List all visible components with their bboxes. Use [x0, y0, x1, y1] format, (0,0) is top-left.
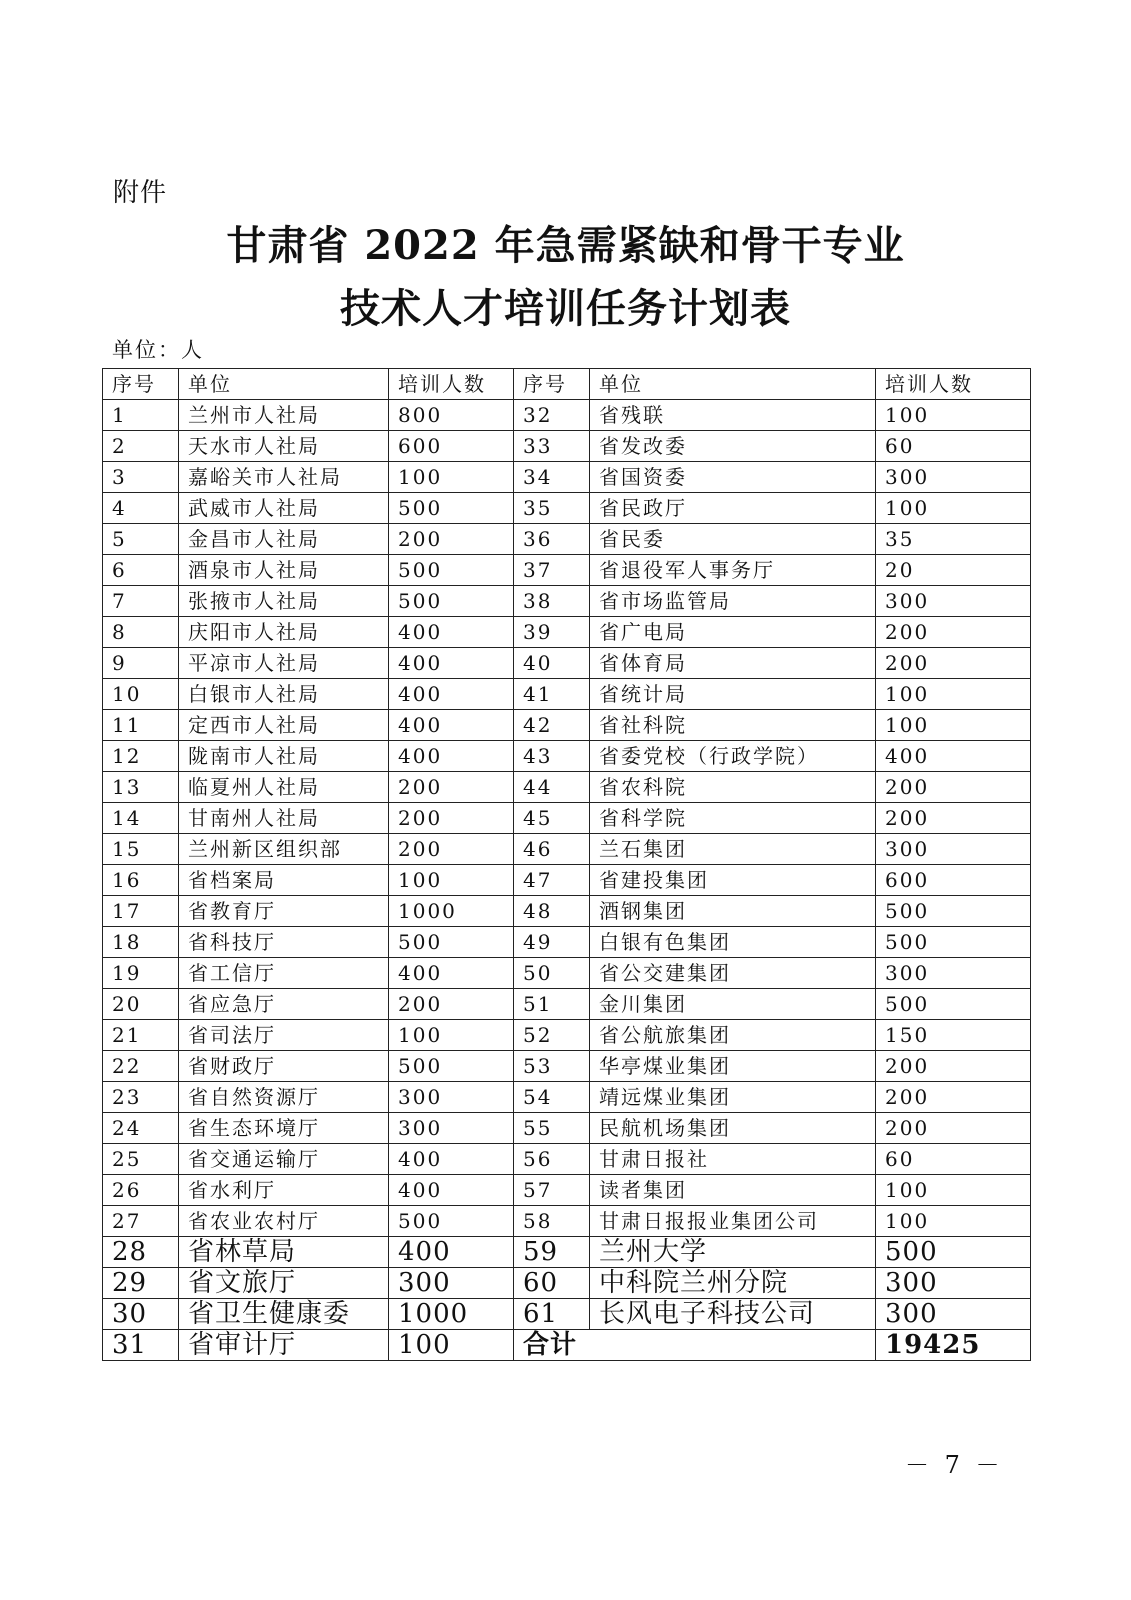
cell-seq-right: 47 — [514, 865, 590, 896]
table-row — [103, 1206, 1031, 1237]
cell-unit-right: 省委党校（行政学院） — [590, 741, 876, 772]
unit-note: 单位：人 — [112, 338, 204, 362]
cell-seq-left: 21 — [103, 1020, 179, 1051]
cell-unit-right: 省市场监管局 — [590, 586, 876, 617]
cell-unit-left: 武威市人社局 — [179, 493, 389, 524]
cell-count-left: 300 — [389, 1268, 514, 1299]
cell-count-right: 200 — [876, 617, 1031, 648]
cell-count-right: 100 — [876, 400, 1031, 431]
cell-unit-left: 省司法厅 — [179, 1020, 389, 1051]
table-row — [103, 679, 1031, 710]
cell-seq-left: 29 — [103, 1268, 179, 1299]
cell-count-right: 300 — [876, 834, 1031, 865]
cell-count-right: 60 — [876, 431, 1031, 462]
cell-count-left: 400 — [389, 741, 514, 772]
cell-unit-right: 省科学院 — [590, 803, 876, 834]
cell-unit-left: 庆阳市人社局 — [179, 617, 389, 648]
table-row — [103, 1175, 1031, 1206]
cell-count-left: 1000 — [389, 1299, 514, 1330]
cell-unit-right: 中科院兰州分院 — [590, 1268, 876, 1299]
cell-unit-left: 天水市人社局 — [179, 431, 389, 462]
header-count-right: 培训人数 — [876, 369, 1031, 400]
cell-count-right: 600 — [876, 865, 1031, 896]
cell-count-right: 100 — [876, 679, 1031, 710]
table-row — [103, 958, 1031, 989]
cell-unit-right: 省民委 — [590, 524, 876, 555]
cell-unit-left: 甘南州人社局 — [179, 803, 389, 834]
cell-unit-left: 省教育厅 — [179, 896, 389, 927]
cell-seq-right: 39 — [514, 617, 590, 648]
table-row — [103, 586, 1031, 617]
cell-unit-right: 省国资委 — [590, 462, 876, 493]
cell-unit-right: 华亭煤业集团 — [590, 1051, 876, 1082]
cell-seq-right: 49 — [514, 927, 590, 958]
cell-seq-right: 57 — [514, 1175, 590, 1206]
table-row — [103, 803, 1031, 834]
cell-count-left: 400 — [389, 648, 514, 679]
table-row — [103, 927, 1031, 958]
table-row — [103, 710, 1031, 741]
cell-unit-left: 金昌市人社局 — [179, 524, 389, 555]
table-row — [103, 462, 1031, 493]
cell-unit-left: 定西市人社局 — [179, 710, 389, 741]
cell-count-left: 400 — [389, 1237, 514, 1268]
cell-seq-right: 38 — [514, 586, 590, 617]
cell-unit-left: 白银市人社局 — [179, 679, 389, 710]
cell-unit-right: 省统计局 — [590, 679, 876, 710]
cell-unit-right: 长风电子科技公司 — [590, 1299, 876, 1330]
cell-unit-left: 省科技厅 — [179, 927, 389, 958]
cell-unit-left: 省生态环境厅 — [179, 1113, 389, 1144]
cell-unit-right: 省广电局 — [590, 617, 876, 648]
total-value: 19425 — [876, 1330, 1031, 1361]
cell-unit-left: 省工信厅 — [179, 958, 389, 989]
table-row — [103, 772, 1031, 803]
cell-seq-right: 33 — [514, 431, 590, 462]
cell-unit-right: 兰州大学 — [590, 1237, 876, 1268]
table-row — [103, 400, 1031, 431]
cell-unit-right: 省公交建集团 — [590, 958, 876, 989]
cell-unit-right: 靖远煤业集团 — [590, 1082, 876, 1113]
cell-seq-right: 40 — [514, 648, 590, 679]
cell-count-left: 400 — [389, 1175, 514, 1206]
cell-seq-left: 31 — [103, 1330, 179, 1361]
cell-unit-right: 酒钢集团 — [590, 896, 876, 927]
cell-seq-left: 23 — [103, 1082, 179, 1113]
cell-unit-right: 民航机场集团 — [590, 1113, 876, 1144]
cell-count-left: 300 — [389, 1113, 514, 1144]
cell-unit-right: 读者集团 — [590, 1175, 876, 1206]
cell-unit-right: 省建投集团 — [590, 865, 876, 896]
training-plan-table — [102, 368, 1031, 1361]
cell-unit-left: 省自然资源厅 — [179, 1082, 389, 1113]
cell-count-left: 400 — [389, 1144, 514, 1175]
cell-seq-right: 41 — [514, 679, 590, 710]
cell-seq-right: 52 — [514, 1020, 590, 1051]
table-row — [103, 555, 1031, 586]
cell-seq-right: 53 — [514, 1051, 590, 1082]
header-count-left: 培训人数 — [389, 369, 514, 400]
cell-seq-right: 61 — [514, 1299, 590, 1330]
cell-count-left: 400 — [389, 679, 514, 710]
cell-unit-left: 嘉峪关市人社局 — [179, 462, 389, 493]
header-unit-right: 单位 — [590, 369, 876, 400]
cell-count-right: 500 — [876, 989, 1031, 1020]
cell-count-right: 500 — [876, 896, 1031, 927]
cell-seq-right: 36 — [514, 524, 590, 555]
cell-seq-left: 27 — [103, 1206, 179, 1237]
cell-seq-right: 51 — [514, 989, 590, 1020]
table-row — [103, 1020, 1031, 1051]
table-row — [103, 1082, 1031, 1113]
table-row — [103, 524, 1031, 555]
cell-seq-right: 59 — [514, 1237, 590, 1268]
cell-count-right: 20 — [876, 555, 1031, 586]
table-header-row — [103, 369, 1031, 400]
cell-count-left: 600 — [389, 431, 514, 462]
cell-unit-right: 甘肃日报报业集团公司 — [590, 1206, 876, 1237]
cell-seq-left: 7 — [103, 586, 179, 617]
cell-seq-left: 28 — [103, 1237, 179, 1268]
table-row — [103, 1051, 1031, 1082]
cell-unit-right: 省民政厅 — [590, 493, 876, 524]
cell-unit-right: 省退役军人事务厅 — [590, 555, 876, 586]
cell-seq-left: 1 — [103, 400, 179, 431]
cell-seq-right: 35 — [514, 493, 590, 524]
cell-count-right: 300 — [876, 1268, 1031, 1299]
cell-unit-right: 白银有色集团 — [590, 927, 876, 958]
cell-seq-left: 12 — [103, 741, 179, 772]
table-row — [103, 1144, 1031, 1175]
cell-unit-right: 甘肃日报社 — [590, 1144, 876, 1175]
cell-seq-right: 48 — [514, 896, 590, 927]
cell-count-right: 300 — [876, 586, 1031, 617]
cell-seq-right: 58 — [514, 1206, 590, 1237]
cell-seq-left: 4 — [103, 493, 179, 524]
cell-unit-left: 陇南市人社局 — [179, 741, 389, 772]
table-row — [103, 493, 1031, 524]
table-row — [103, 617, 1031, 648]
cell-count-left: 500 — [389, 586, 514, 617]
cell-count-right: 300 — [876, 1299, 1031, 1330]
cell-count-right: 35 — [876, 524, 1031, 555]
cell-count-left: 400 — [389, 617, 514, 648]
cell-count-left: 500 — [389, 493, 514, 524]
table-row — [103, 648, 1031, 679]
cell-seq-left: 30 — [103, 1299, 179, 1330]
cell-count-right: 200 — [876, 1113, 1031, 1144]
cell-count-left: 100 — [389, 865, 514, 896]
cell-count-right: 200 — [876, 772, 1031, 803]
cell-count-left: 200 — [389, 524, 514, 555]
cell-unit-left: 酒泉市人社局 — [179, 555, 389, 586]
cell-seq-right: 34 — [514, 462, 590, 493]
cell-seq-right: 46 — [514, 834, 590, 865]
cell-unit-left: 兰州市人社局 — [179, 400, 389, 431]
cell-count-left: 200 — [389, 772, 514, 803]
cell-seq-right: 55 — [514, 1113, 590, 1144]
table-row — [103, 834, 1031, 865]
cell-unit-left: 省财政厅 — [179, 1051, 389, 1082]
table-row — [103, 1113, 1031, 1144]
cell-seq-left: 22 — [103, 1051, 179, 1082]
cell-unit-right: 省社科院 — [590, 710, 876, 741]
cell-unit-right: 省农科院 — [590, 772, 876, 803]
cell-count-right: 300 — [876, 958, 1031, 989]
cell-count-left: 500 — [389, 1206, 514, 1237]
cell-count-left: 100 — [389, 1330, 514, 1361]
cell-count-right: 500 — [876, 927, 1031, 958]
cell-seq-left: 26 — [103, 1175, 179, 1206]
cell-unit-left: 省卫生健康委 — [179, 1299, 389, 1330]
cell-seq-right: 60 — [514, 1268, 590, 1299]
cell-count-right: 100 — [876, 1206, 1031, 1237]
header-seq-left: 序号 — [103, 369, 179, 400]
cell-unit-right: 省残联 — [590, 400, 876, 431]
cell-count-right: 60 — [876, 1144, 1031, 1175]
cell-unit-right: 兰石集团 — [590, 834, 876, 865]
cell-count-left: 200 — [389, 803, 514, 834]
cell-seq-left: 10 — [103, 679, 179, 710]
cell-unit-left: 省应急厅 — [179, 989, 389, 1020]
cell-seq-left: 16 — [103, 865, 179, 896]
cell-count-right: 150 — [876, 1020, 1031, 1051]
cell-count-left: 300 — [389, 1082, 514, 1113]
document-title-line-1: 甘肃省 2022 年急需紧缺和骨干专业 — [226, 222, 905, 269]
cell-seq-right: 37 — [514, 555, 590, 586]
table-row — [103, 896, 1031, 927]
cell-seq-left: 24 — [103, 1113, 179, 1144]
cell-seq-right: 56 — [514, 1144, 590, 1175]
cell-count-left: 800 — [389, 400, 514, 431]
cell-count-left: 200 — [389, 834, 514, 865]
cell-seq-left: 19 — [103, 958, 179, 989]
cell-unit-left: 省农业农村厅 — [179, 1206, 389, 1237]
table-row — [103, 1299, 1031, 1330]
cell-unit-left: 省林草局 — [179, 1237, 389, 1268]
cell-seq-left: 14 — [103, 803, 179, 834]
cell-count-left: 500 — [389, 1051, 514, 1082]
cell-seq-left: 6 — [103, 555, 179, 586]
cell-count-left: 100 — [389, 1020, 514, 1051]
cell-seq-right: 32 — [514, 400, 590, 431]
cell-count-right: 300 — [876, 462, 1031, 493]
cell-count-right: 100 — [876, 710, 1031, 741]
cell-unit-left: 临夏州人社局 — [179, 772, 389, 803]
cell-seq-right: 42 — [514, 710, 590, 741]
table-row — [103, 431, 1031, 462]
cell-count-right: 100 — [876, 493, 1031, 524]
cell-seq-right: 45 — [514, 803, 590, 834]
table-row-total — [103, 1330, 1031, 1361]
page-number: － 7 － — [905, 1451, 1004, 1479]
document-title-line-2: 技术人才培训任务计划表 — [340, 285, 791, 332]
cell-seq-left: 3 — [103, 462, 179, 493]
cell-seq-left: 15 — [103, 834, 179, 865]
cell-count-right: 100 — [876, 1175, 1031, 1206]
cell-count-right: 200 — [876, 1082, 1031, 1113]
cell-count-right: 500 — [876, 1237, 1031, 1268]
cell-unit-left: 省文旅厅 — [179, 1268, 389, 1299]
table-row — [103, 1268, 1031, 1299]
cell-count-right: 200 — [876, 1051, 1031, 1082]
cell-unit-left: 省档案局 — [179, 865, 389, 896]
cell-unit-right: 省公航旅集团 — [590, 1020, 876, 1051]
cell-seq-right: 44 — [514, 772, 590, 803]
cell-unit-left: 省水利厅 — [179, 1175, 389, 1206]
cell-seq-right: 50 — [514, 958, 590, 989]
cell-seq-right: 54 — [514, 1082, 590, 1113]
cell-seq-left: 18 — [103, 927, 179, 958]
attachment-label: 附件 — [113, 178, 168, 208]
cell-seq-right: 43 — [514, 741, 590, 772]
cell-unit-left: 省交通运输厅 — [179, 1144, 389, 1175]
cell-seq-left: 11 — [103, 710, 179, 741]
cell-count-left: 500 — [389, 927, 514, 958]
cell-seq-left: 8 — [103, 617, 179, 648]
header-unit-left: 单位 — [179, 369, 389, 400]
cell-seq-left: 9 — [103, 648, 179, 679]
total-label: 合计 — [514, 1330, 876, 1361]
cell-count-left: 400 — [389, 958, 514, 989]
cell-count-left: 100 — [389, 462, 514, 493]
table-row — [103, 865, 1031, 896]
cell-seq-left: 20 — [103, 989, 179, 1020]
cell-unit-left: 省审计厅 — [179, 1330, 389, 1361]
cell-seq-left: 17 — [103, 896, 179, 927]
cell-count-left: 1000 — [389, 896, 514, 927]
header-seq-right: 序号 — [514, 369, 590, 400]
cell-seq-left: 25 — [103, 1144, 179, 1175]
cell-seq-left: 13 — [103, 772, 179, 803]
table-row — [103, 1237, 1031, 1268]
cell-unit-left: 平凉市人社局 — [179, 648, 389, 679]
cell-seq-left: 5 — [103, 524, 179, 555]
cell-unit-left: 兰州新区组织部 — [179, 834, 389, 865]
table-row — [103, 741, 1031, 772]
cell-unit-right: 省发改委 — [590, 431, 876, 462]
cell-count-left: 200 — [389, 989, 514, 1020]
cell-count-right: 400 — [876, 741, 1031, 772]
cell-seq-left: 2 — [103, 431, 179, 462]
cell-count-left: 400 — [389, 710, 514, 741]
cell-count-right: 200 — [876, 648, 1031, 679]
cell-count-right: 200 — [876, 803, 1031, 834]
cell-unit-right: 省体育局 — [590, 648, 876, 679]
table-row — [103, 989, 1031, 1020]
cell-unit-left: 张掖市人社局 — [179, 586, 389, 617]
cell-count-left: 500 — [389, 555, 514, 586]
cell-unit-right: 金川集团 — [590, 989, 876, 1020]
